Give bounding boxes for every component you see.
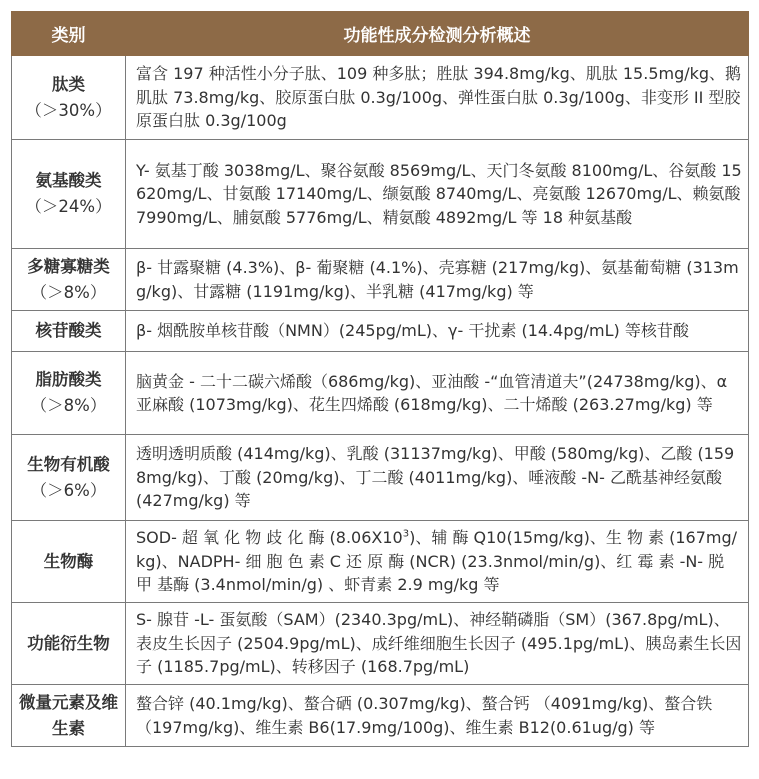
- category-name: 功能衍生物: [27, 633, 110, 653]
- category-name: 微量元素及维生素: [19, 692, 118, 738]
- category-cell: [12, 311, 126, 352]
- description-cell: 螯合锌 (40.1mg/kg)、螯合硒 (0.307mg/kg)、螯合钙 （4091mg/kg)、螯合铁 （197mg/kg)、维生素 B6(17.9mg/100g)、维生素 B12(0.61ug/g) 等: [126, 685, 749, 747]
- category-name: 肽类: [52, 74, 85, 94]
- category-cell: [12, 56, 126, 140]
- description-cell: Y- 氨基丁酸 3038mg/L、聚谷氨酸 8569mg/L、天门冬氨酸 8100mg/L、谷氨酸 15620mg/L、甘氨酸 17140mg/L、缬氨酸 8740mg/L、亮氨酸 12670mg/L、赖氨酸 7990mg/L、脯氨酸 5776mg/L、精氨酸 4892mg/L 等 18 种氨基酸: [126, 140, 749, 249]
- category-cell: [12, 249, 126, 311]
- table-row: [12, 140, 749, 249]
- category-name: 氨基酸类: [35, 171, 102, 190]
- category-percent: （＞8%）: [30, 282, 107, 302]
- description-cell: β- 甘露聚糖 (4.3%)、β- 葡聚糖 (4.1%)、壳寡糖 (217mg/kg)、氨基葡萄糖 (313mg/kg)、甘露糖 (1191mg/kg)、半乳糖 (417mg/kg) 等: [126, 249, 749, 311]
- table-row: [12, 311, 749, 352]
- ingredient-table-container: [11, 11, 748, 747]
- category-cell: [12, 435, 126, 521]
- category-name: 脂肪酸类: [35, 370, 102, 389]
- description-cell: 脑黄金 - 二十二碳六烯酸（686mg/kg)、亚油酸 -“血管清道夫”(24738mg/kg)、α 亚麻酸 (1073mg/kg)、花生四烯酸 (618mg/kg)、二十烯酸 (263.27mg/kg) 等: [126, 352, 749, 435]
- category-percent: （＞6%）: [30, 480, 107, 500]
- header-category: 类别: [12, 12, 126, 56]
- category-cell: [12, 140, 126, 249]
- table-row: [12, 56, 749, 140]
- table-row: [12, 249, 749, 311]
- table-row: [12, 603, 749, 685]
- category-cell: [12, 603, 126, 685]
- functional-ingredient-table: [11, 11, 749, 747]
- description-cell: S- 腺苷 -L- 蛋氨酸（SAM）(2340.3pg/mL)、神经鞘磷脂（SM）(367.8pg/mL)、表皮生长因子 (2504.9pg/mL)、成纤维细胞生长因子 (495.1pg/mL)、胰岛素生长因子 (1185.7pg/mL)、转移因子 (168.7pg/mL): [126, 603, 749, 685]
- description-cell: 透明透明质酸 (414mg/kg)、乳酸 (31137mg/kg)、甲酸 (580mg/kg)、乙酸 (1598mg/kg)、丁酸 (20mg/kg)、丁二酸 (4011mg/kg)、唾液酸 -N- 乙酰基神经氨酸 (427mg/kg) 等: [126, 435, 749, 521]
- category-percent: （＞8%）: [30, 396, 107, 415]
- category-name: 核苷酸类: [35, 321, 102, 340]
- description-text: )、辅 酶 Q10(15mg/kg)、生 物 素 (167mg/kg)、NADPH- 细 胞 色 素 C 还 原 酶 (NCR) (23.3nmol/min/g)、红 霉 素 -N- 脱 甲 基酶 (3.4nmol/min/g) 、虾青素 2.9 mg/kg 等: [136, 528, 738, 595]
- header-description: 功能性成分检测分析概述: [126, 12, 749, 56]
- table-row: [12, 435, 749, 521]
- category-name: 多糖寡糖类: [27, 256, 110, 276]
- exponent: 3: [402, 528, 410, 540]
- description-cell: 富含 197 种活性小分子肽、109 种多肽；胜肽 394.8mg/kg、肌肽 15.5mg/kg、鹅肌肽 73.8mg/kg、胶原蛋白肽 0.3g/100g、弹性蛋白肽 0.3g/100g、非变形 II 型胶原蛋白肽 0.3g/100g: [126, 56, 749, 140]
- category-percent: （＞30%）: [25, 100, 112, 120]
- table-row: [12, 685, 749, 747]
- table-row: [12, 521, 749, 603]
- description-cell: [126, 521, 749, 603]
- table-header-row: [12, 12, 749, 56]
- description-text: SOD- 超 氧 化 物 歧 化 酶 (8.06X10: [136, 528, 403, 548]
- category-cell: [12, 352, 126, 435]
- category-cell: [12, 521, 126, 603]
- category-name: 生物酶: [43, 551, 94, 571]
- category-name: 生物有机酸: [27, 454, 110, 474]
- category-cell: [12, 685, 126, 747]
- category-percent: （＞24%）: [25, 197, 112, 216]
- description-cell: β- 烟酰胺单核苷酸（NMN）(245pg/mL)、γ- 干扰素 (14.4pg/mL) 等核苷酸: [126, 311, 749, 352]
- table-row: [12, 352, 749, 435]
